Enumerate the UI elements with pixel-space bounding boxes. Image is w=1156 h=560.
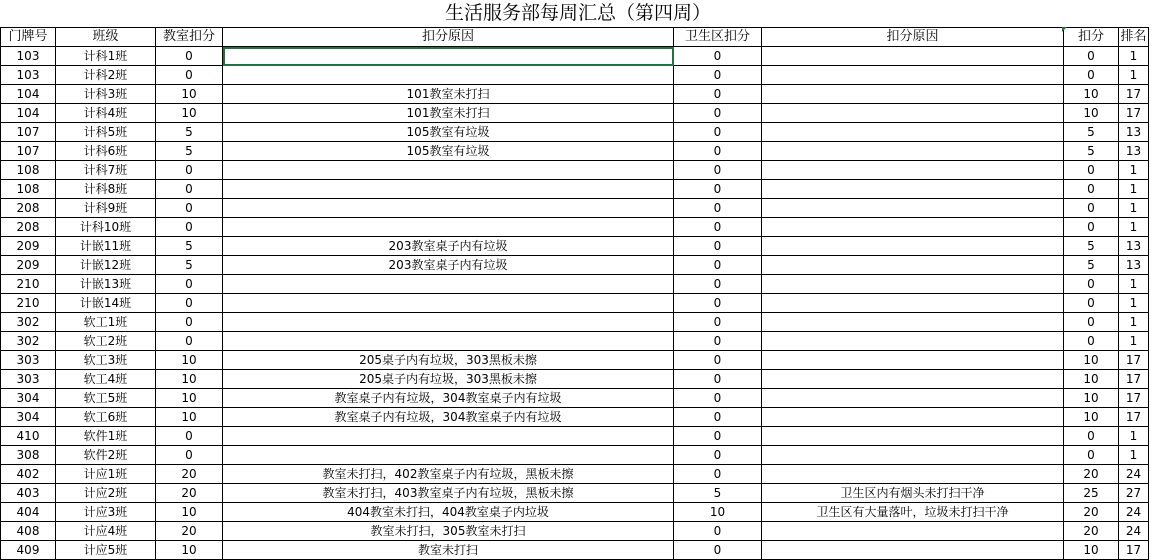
total-deduction-cell[interactable]: 0 (1064, 218, 1119, 237)
classroom-deduction-cell[interactable]: 0 (156, 427, 223, 446)
door-number-cell[interactable]: 208 (1, 218, 56, 237)
rank-cell[interactable]: 1 (1119, 47, 1149, 66)
classroom-deduction-cell[interactable]: 10 (156, 85, 223, 104)
column-header[interactable]: 卫生区扣分 (674, 28, 762, 47)
door-number-cell[interactable]: 402 (1, 465, 56, 484)
door-number-cell[interactable]: 404 (1, 503, 56, 522)
door-number-cell[interactable]: 304 (1, 408, 56, 427)
table-body (1, 47, 1149, 560)
door-number-cell[interactable]: 108 (1, 180, 56, 199)
area-reason-cell[interactable] (762, 370, 1064, 389)
classroom-reason-cell[interactable] (223, 47, 674, 66)
door-number-cell[interactable]: 208 (1, 199, 56, 218)
sheet-title: 生活服务部每周汇总（第四周） (444, 2, 711, 24)
rank-cell[interactable]: 1 (1119, 180, 1149, 199)
rank-cell[interactable]: 13 (1119, 142, 1149, 161)
area-deduction-cell[interactable]: 0 (674, 180, 762, 199)
door-number-cell[interactable]: 210 (1, 275, 56, 294)
classroom-reason-cell[interactable]: 205桌子内有垃圾，303黑板未擦 (223, 370, 674, 389)
class-cell[interactable]: 计科8班 (56, 180, 156, 199)
class-cell[interactable]: 软工2班 (56, 332, 156, 351)
door-number-cell[interactable]: 210 (1, 294, 56, 313)
classroom-deduction-cell[interactable]: 0 (156, 313, 223, 332)
classroom-reason-cell[interactable] (223, 218, 674, 237)
rank-cell[interactable]: 17 (1119, 104, 1149, 123)
rank-cell[interactable]: 17 (1119, 351, 1149, 370)
area-deduction-cell[interactable]: 0 (674, 332, 762, 351)
classroom-reason-cell[interactable]: 105教室有垃圾 (223, 123, 674, 142)
total-deduction-cell[interactable]: 10 (1064, 370, 1119, 389)
total-deduction-cell[interactable]: 10 (1064, 85, 1119, 104)
table-row (1, 66, 1149, 85)
classroom-reason-cell[interactable]: 105教室有垃圾 (223, 142, 674, 161)
class-cell[interactable]: 软件1班 (56, 427, 156, 446)
column-header[interactable]: 扣分原因 (762, 28, 1064, 47)
area-deduction-cell[interactable]: 0 (674, 541, 762, 560)
door-number-cell[interactable]: 408 (1, 522, 56, 541)
classroom-deduction-cell[interactable]: 0 (156, 218, 223, 237)
total-deduction-cell[interactable]: 5 (1064, 142, 1119, 161)
class-cell[interactable]: 计嵌12班 (56, 256, 156, 275)
column-header[interactable]: 扣分原因 (223, 28, 674, 47)
area-deduction-cell[interactable]: 0 (674, 313, 762, 332)
classroom-reason-cell[interactable] (223, 199, 674, 218)
classroom-reason-cell[interactable]: 教室未打扫，402教室桌子内有垃圾，黑板未擦 (223, 465, 674, 484)
area-reason-cell[interactable] (762, 427, 1064, 446)
rank-cell[interactable]: 1 (1119, 66, 1149, 85)
area-deduction-cell[interactable]: 0 (674, 446, 762, 465)
class-cell[interactable]: 软工6班 (56, 408, 156, 427)
total-deduction-cell[interactable]: 10 (1064, 408, 1119, 427)
rank-cell[interactable]: 24 (1119, 522, 1149, 541)
classroom-deduction-cell[interactable]: 0 (156, 161, 223, 180)
classroom-reason-cell[interactable] (223, 313, 674, 332)
classroom-reason-cell[interactable] (223, 161, 674, 180)
door-number-cell[interactable]: 302 (1, 332, 56, 351)
area-deduction-cell[interactable]: 0 (674, 389, 762, 408)
area-deduction-cell[interactable]: 0 (674, 66, 762, 85)
classroom-deduction-cell[interactable]: 0 (156, 275, 223, 294)
area-deduction-cell[interactable]: 0 (674, 294, 762, 313)
area-deduction-cell[interactable]: 0 (674, 161, 762, 180)
table-row (1, 275, 1149, 294)
area-reason-cell[interactable] (762, 522, 1064, 541)
area-reason-cell[interactable] (762, 294, 1064, 313)
area-reason-cell[interactable] (762, 66, 1064, 85)
summary-table (0, 27, 1149, 560)
area-reason-cell[interactable] (762, 161, 1064, 180)
total-deduction-cell[interactable]: 0 (1064, 427, 1119, 446)
column-header[interactable]: 扣分 (1064, 28, 1119, 47)
class-cell[interactable]: 软工4班 (56, 370, 156, 389)
class-cell[interactable]: 软工3班 (56, 351, 156, 370)
table-row (1, 389, 1149, 408)
table-row (1, 465, 1149, 484)
door-number-cell[interactable]: 409 (1, 541, 56, 560)
classroom-reason-cell[interactable] (223, 446, 674, 465)
classroom-deduction-cell[interactable]: 5 (156, 123, 223, 142)
table-row (1, 180, 1149, 199)
area-reason-cell[interactable] (762, 446, 1064, 465)
classroom-reason-cell[interactable] (223, 294, 674, 313)
area-reason-cell[interactable] (762, 351, 1064, 370)
rank-cell[interactable]: 24 (1119, 503, 1149, 522)
classroom-deduction-cell[interactable]: 5 (156, 237, 223, 256)
total-deduction-cell[interactable]: 0 (1064, 313, 1119, 332)
door-number-cell[interactable]: 104 (1, 104, 56, 123)
classroom-reason-cell[interactable]: 101教室未打扫 (223, 104, 674, 123)
rank-cell[interactable]: 17 (1119, 408, 1149, 427)
classroom-deduction-cell[interactable]: 5 (156, 256, 223, 275)
rank-cell[interactable]: 17 (1119, 85, 1149, 104)
area-deduction-cell[interactable]: 0 (674, 256, 762, 275)
table-row (1, 256, 1149, 275)
area-reason-cell[interactable] (762, 218, 1064, 237)
classroom-deduction-cell[interactable]: 0 (156, 180, 223, 199)
table-row (1, 218, 1149, 237)
door-number-cell[interactable]: 209 (1, 256, 56, 275)
area-deduction-cell[interactable]: 0 (674, 351, 762, 370)
area-deduction-cell[interactable]: 0 (674, 465, 762, 484)
total-deduction-cell[interactable]: 10 (1064, 541, 1119, 560)
total-deduction-cell[interactable]: 10 (1064, 351, 1119, 370)
door-number-cell[interactable]: 308 (1, 446, 56, 465)
area-deduction-cell[interactable]: 0 (674, 104, 762, 123)
rank-cell[interactable]: 1 (1119, 427, 1149, 446)
table-row (1, 104, 1149, 123)
area-reason-cell[interactable] (762, 275, 1064, 294)
class-cell[interactable]: 计科2班 (56, 66, 156, 85)
class-cell[interactable]: 计嵌13班 (56, 275, 156, 294)
rank-cell[interactable]: 1 (1119, 161, 1149, 180)
area-deduction-cell[interactable]: 0 (674, 370, 762, 389)
total-deduction-cell[interactable]: 25 (1064, 484, 1119, 503)
total-deduction-cell[interactable]: 0 (1064, 199, 1119, 218)
rank-cell[interactable]: 17 (1119, 370, 1149, 389)
table-header (1, 28, 1149, 47)
table-row (1, 85, 1149, 104)
total-deduction-cell[interactable]: 10 (1064, 389, 1119, 408)
column-header[interactable]: 排名 (1119, 28, 1149, 47)
class-cell[interactable]: 计嵌11班 (56, 237, 156, 256)
door-number-cell[interactable]: 103 (1, 47, 56, 66)
door-number-cell[interactable]: 302 (1, 313, 56, 332)
total-deduction-cell[interactable]: 0 (1064, 275, 1119, 294)
column-header[interactable]: 教室扣分 (156, 28, 223, 47)
class-cell[interactable]: 计科1班 (56, 47, 156, 66)
area-reason-cell[interactable] (762, 256, 1064, 275)
classroom-reason-cell[interactable] (223, 180, 674, 199)
total-deduction-cell[interactable]: 5 (1064, 256, 1119, 275)
rank-cell[interactable]: 1 (1119, 218, 1149, 237)
door-number-cell[interactable]: 107 (1, 142, 56, 161)
classroom-deduction-cell[interactable]: 0 (156, 294, 223, 313)
rank-cell[interactable]: 1 (1119, 199, 1149, 218)
classroom-reason-cell[interactable]: 203教室桌子内有垃圾 (223, 237, 674, 256)
table-row (1, 161, 1149, 180)
classroom-deduction-cell[interactable]: 10 (156, 351, 223, 370)
table-row (1, 370, 1149, 389)
table-row (1, 294, 1149, 313)
total-deduction-cell[interactable]: 0 (1064, 66, 1119, 85)
table-row (1, 351, 1149, 370)
classroom-reason-cell[interactable]: 教室桌子内有垃圾，304教室桌子内有垃圾 (223, 408, 674, 427)
area-reason-cell[interactable]: 卫生区内有烟头未打扫干净 (762, 484, 1064, 503)
table-row (1, 47, 1149, 66)
total-deduction-cell[interactable]: 0 (1064, 180, 1119, 199)
total-deduction-cell[interactable]: 0 (1064, 294, 1119, 313)
total-deduction-cell[interactable]: 20 (1064, 465, 1119, 484)
area-reason-cell[interactable]: 卫生区有大量落叶，垃圾未打扫干净 (762, 503, 1064, 522)
rank-cell[interactable]: 1 (1119, 275, 1149, 294)
area-deduction-cell[interactable]: 0 (674, 85, 762, 104)
area-reason-cell[interactable] (762, 123, 1064, 142)
area-deduction-cell[interactable]: 0 (674, 427, 762, 446)
classroom-deduction-cell[interactable]: 0 (156, 446, 223, 465)
classroom-reason-cell[interactable]: 203教室桌子内有垃圾 (223, 256, 674, 275)
classroom-deduction-cell[interactable]: 10 (156, 541, 223, 560)
door-number-cell[interactable]: 104 (1, 85, 56, 104)
table-row (1, 142, 1149, 161)
table-row (1, 199, 1149, 218)
classroom-reason-cell[interactable]: 教室未打扫，305教室未打扫 (223, 522, 674, 541)
rank-cell[interactable]: 13 (1119, 123, 1149, 142)
total-deduction-cell[interactable]: 5 (1064, 123, 1119, 142)
area-deduction-cell[interactable]: 0 (674, 275, 762, 294)
door-number-cell[interactable]: 103 (1, 66, 56, 85)
rank-cell[interactable]: 1 (1119, 313, 1149, 332)
class-cell[interactable]: 软工1班 (56, 313, 156, 332)
door-number-cell[interactable]: 303 (1, 370, 56, 389)
area-deduction-cell[interactable]: 0 (674, 218, 762, 237)
table-row (1, 446, 1149, 465)
area-reason-cell[interactable] (762, 180, 1064, 199)
rank-cell[interactable]: 27 (1119, 484, 1149, 503)
area-reason-cell[interactable] (762, 332, 1064, 351)
classroom-deduction-cell[interactable]: 10 (156, 408, 223, 427)
classroom-reason-cell[interactable]: 101教室未打扫 (223, 85, 674, 104)
area-reason-cell[interactable] (762, 237, 1064, 256)
classroom-deduction-cell[interactable]: 10 (156, 370, 223, 389)
header-row (1, 28, 1149, 47)
classroom-reason-cell[interactable] (223, 66, 674, 85)
class-cell[interactable]: 软工5班 (56, 389, 156, 408)
class-cell[interactable]: 计科7班 (56, 161, 156, 180)
classroom-reason-cell[interactable] (223, 332, 674, 351)
table-row (1, 503, 1149, 522)
area-reason-cell[interactable] (762, 85, 1064, 104)
door-number-cell[interactable]: 410 (1, 427, 56, 446)
total-deduction-cell[interactable]: 0 (1064, 47, 1119, 66)
classroom-reason-cell[interactable]: 教室未打扫，403教室桌子内有垃圾，黑板未擦 (223, 484, 674, 503)
area-deduction-cell[interactable]: 0 (674, 199, 762, 218)
column-header[interactable]: 门牌号 (1, 28, 56, 47)
classroom-deduction-cell[interactable]: 0 (156, 66, 223, 85)
total-deduction-cell[interactable]: 10 (1064, 104, 1119, 123)
table-row (1, 332, 1149, 351)
door-number-cell[interactable]: 209 (1, 237, 56, 256)
classroom-reason-cell[interactable]: 教室未打扫 (223, 541, 674, 560)
table-row (1, 313, 1149, 332)
area-deduction-cell[interactable]: 0 (674, 142, 762, 161)
area-deduction-cell[interactable]: 5 (674, 484, 762, 503)
class-cell[interactable]: 计科5班 (56, 123, 156, 142)
column-header[interactable]: 班级 (56, 28, 156, 47)
classroom-deduction-cell[interactable]: 10 (156, 104, 223, 123)
class-cell[interactable]: 计应3班 (56, 503, 156, 522)
table-row (1, 427, 1149, 446)
rank-cell[interactable]: 13 (1119, 237, 1149, 256)
door-number-cell[interactable]: 403 (1, 484, 56, 503)
rank-cell[interactable]: 1 (1119, 332, 1149, 351)
classroom-deduction-cell[interactable]: 0 (156, 332, 223, 351)
class-cell[interactable]: 计科6班 (56, 142, 156, 161)
door-number-cell[interactable]: 107 (1, 123, 56, 142)
rank-cell[interactable]: 13 (1119, 256, 1149, 275)
classroom-reason-cell[interactable]: 404教室未打扫，404教室桌子内垃圾 (223, 503, 674, 522)
classroom-reason-cell[interactable]: 教室桌子内有垃圾，304教室桌子内有垃圾 (223, 389, 674, 408)
classroom-reason-cell[interactable] (223, 275, 674, 294)
classroom-reason-cell[interactable] (223, 427, 674, 446)
area-reason-cell[interactable] (762, 47, 1064, 66)
classroom-deduction-cell[interactable]: 0 (156, 199, 223, 218)
class-cell[interactable]: 计应1班 (56, 465, 156, 484)
classroom-deduction-cell[interactable]: 10 (156, 389, 223, 408)
classroom-deduction-cell[interactable]: 20 (156, 484, 223, 503)
classroom-deduction-cell[interactable]: 10 (156, 503, 223, 522)
total-deduction-cell[interactable]: 5 (1064, 237, 1119, 256)
area-reason-cell[interactable] (762, 465, 1064, 484)
class-cell[interactable]: 计应5班 (56, 541, 156, 560)
rank-cell[interactable]: 24 (1119, 465, 1149, 484)
area-deduction-cell[interactable]: 0 (674, 522, 762, 541)
class-cell[interactable]: 计科10班 (56, 218, 156, 237)
area-deduction-cell[interactable]: 10 (674, 503, 762, 522)
comment-indicator-icon (1062, 27, 1067, 32)
classroom-deduction-cell[interactable]: 5 (156, 142, 223, 161)
table-row (1, 237, 1149, 256)
classroom-deduction-cell[interactable]: 0 (156, 47, 223, 66)
total-deduction-cell[interactable]: 20 (1064, 503, 1119, 522)
table-row (1, 541, 1149, 560)
rank-cell[interactable]: 1 (1119, 294, 1149, 313)
area-reason-cell[interactable] (762, 104, 1064, 123)
total-deduction-cell[interactable]: 0 (1064, 332, 1119, 351)
total-deduction-cell[interactable]: 20 (1064, 522, 1119, 541)
area-deduction-cell[interactable]: 0 (674, 47, 762, 66)
classroom-deduction-cell[interactable]: 20 (156, 522, 223, 541)
class-cell[interactable]: 计应4班 (56, 522, 156, 541)
table-row (1, 522, 1149, 541)
area-reason-cell[interactable] (762, 199, 1064, 218)
area-deduction-cell[interactable]: 0 (674, 123, 762, 142)
door-number-cell[interactable]: 304 (1, 389, 56, 408)
rank-cell[interactable]: 17 (1119, 541, 1149, 560)
table-row (1, 123, 1149, 142)
classroom-reason-cell[interactable]: 205桌子内有垃圾，303黑板未擦 (223, 351, 674, 370)
area-deduction-cell[interactable]: 0 (674, 237, 762, 256)
total-deduction-cell[interactable]: 0 (1064, 446, 1119, 465)
class-cell[interactable]: 计科9班 (56, 199, 156, 218)
rank-cell[interactable]: 17 (1119, 389, 1149, 408)
area-reason-cell[interactable] (762, 142, 1064, 161)
area-reason-cell[interactable] (762, 313, 1064, 332)
area-reason-cell[interactable] (762, 541, 1064, 560)
door-number-cell[interactable]: 108 (1, 161, 56, 180)
classroom-deduction-cell[interactable]: 20 (156, 465, 223, 484)
area-reason-cell[interactable] (762, 389, 1064, 408)
table-row (1, 484, 1149, 503)
door-number-cell[interactable]: 303 (1, 351, 56, 370)
area-reason-cell[interactable] (762, 408, 1064, 427)
class-cell[interactable]: 计应2班 (56, 484, 156, 503)
class-cell[interactable]: 软件2班 (56, 446, 156, 465)
area-deduction-cell[interactable]: 0 (674, 408, 762, 427)
class-cell[interactable]: 计科4班 (56, 104, 156, 123)
class-cell[interactable]: 计科3班 (56, 85, 156, 104)
total-deduction-cell[interactable]: 0 (1064, 161, 1119, 180)
class-cell[interactable]: 计嵌14班 (56, 294, 156, 313)
rank-cell[interactable]: 1 (1119, 446, 1149, 465)
table-row (1, 408, 1149, 427)
